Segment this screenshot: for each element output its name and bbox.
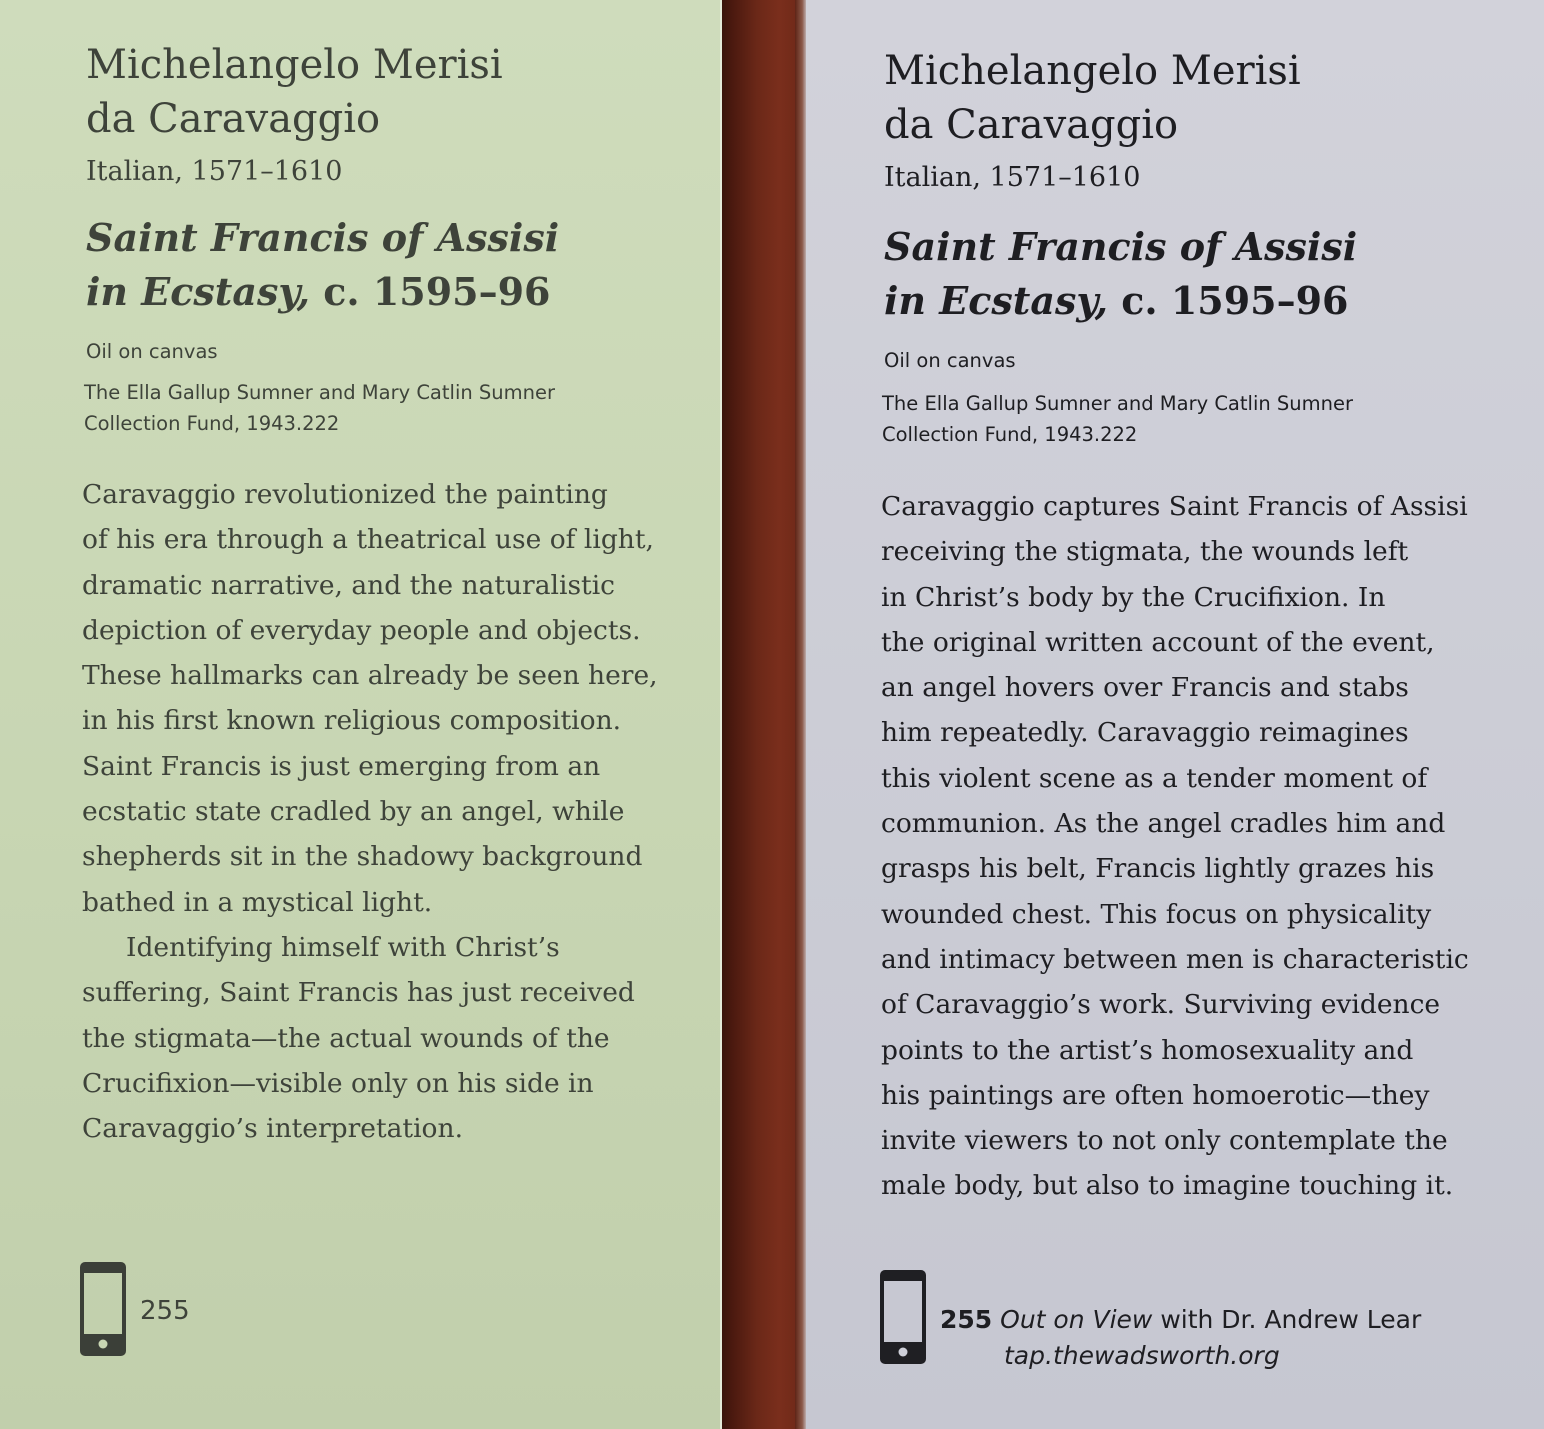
body-line: Caravaggio revolutionized the painting (82, 479, 608, 510)
label-body-paragraph (881, 484, 1469, 1209)
audio-tour-guide: with Dr. Andrew Lear (1152, 1305, 1422, 1334)
artist-name (884, 44, 1444, 152)
body-line: Caravaggio’s interpretation. (82, 1113, 463, 1145)
artist-name-line1: Michelangelo Merisi (86, 42, 503, 88)
audio-tour-info (940, 1302, 1421, 1374)
body-line: receiving the stigmata, the wounds left (881, 536, 1409, 568)
body-line: this violent scene as a tender moment of (881, 762, 1428, 794)
body-line: dramatic narrative, and the naturalistic (82, 569, 616, 601)
audio-tour-number: 255 (940, 1305, 993, 1334)
artist-nationality-dates: Italian, 1571–1610 (86, 156, 343, 187)
credit-line-2: Collection Fund, 1943.222 (882, 423, 1138, 446)
artwork-title (884, 220, 1357, 328)
audio-tour-url: tap.thewadsworth.org (1004, 1341, 1280, 1370)
body-line: wounded chest. This focus on physicality (881, 898, 1432, 930)
body-line: shepherds sit in the shadowy background (82, 841, 643, 873)
body-line: the stigmata—the actual wounds of the (82, 1022, 610, 1054)
body-line: him repeatedly. Caravaggio reimagines (881, 717, 1409, 749)
artwork-medium: Oil on canvas (86, 340, 218, 363)
body-line: Crucifixion—visible only on his side in (82, 1067, 594, 1099)
body-line: These hallmarks can already be seen here, (82, 660, 658, 692)
artist-name-line2: da Caravaggio (86, 96, 381, 142)
body-line: points to the artist’s homosexuality and (881, 1034, 1414, 1066)
credit-line-1: The Ella Gallup Sumner and Mary Catlin Sumner (882, 392, 1354, 415)
right-wall-label (806, 0, 1544, 1429)
audio-tour-title: Out on View (1000, 1305, 1153, 1334)
artist-name (86, 38, 646, 146)
body-line: Identifying himself with Christ’s (126, 931, 560, 963)
audio-tour-number: 255 (140, 1296, 190, 1326)
body-line: communion. As the angel cradles him and (881, 808, 1446, 840)
body-line: male body, but also to imagine touching it. (881, 1170, 1454, 1202)
body-line: grasps his belt, Francis lightly grazes his (881, 853, 1435, 885)
body-line: Caravaggio captures Saint Francis of Assisi (881, 491, 1468, 522)
artist-name-line1: Michelangelo Merisi (884, 48, 1301, 94)
smartphone-icon (80, 1262, 126, 1356)
smartphone-icon (880, 1270, 926, 1364)
artwork-title-line2: in Ecstasy, (86, 269, 311, 314)
artwork-date: c. 1595–96 (310, 269, 551, 314)
body-line: his paintings are often homoerotic—they (881, 1079, 1430, 1111)
body-line: invite viewers to not only contemplate the (881, 1125, 1448, 1157)
artwork-date: c. 1595–96 (1108, 278, 1349, 323)
body-line: and intimacy between men is characteristic (881, 943, 1469, 975)
credit-line-1: The Ella Gallup Sumner and Mary Catlin Sumner (84, 381, 556, 404)
artwork-title-line2: in Ecstasy, (884, 278, 1109, 323)
body-line: depiction of everyday people and objects. (82, 614, 641, 646)
credit-line (882, 388, 1353, 450)
artwork-title (86, 211, 559, 319)
body-line: the original written account of the event, (881, 626, 1435, 658)
body-line: Saint Francis is just emerging from an (82, 750, 601, 782)
artist-name-line2: da Caravaggio (884, 102, 1179, 148)
artwork-medium: Oil on canvas (884, 349, 1016, 372)
body-line: ecstatic state cradled by an angel, while (82, 796, 625, 828)
body-line: bathed in a mystical light. (82, 886, 433, 918)
left-wall-label (0, 0, 722, 1429)
label-body-paragraph-1 (82, 472, 658, 1151)
credit-line (84, 377, 555, 439)
body-line: in Christ’s body by the Crucifixion. In (881, 581, 1386, 613)
credit-line-2: Collection Fund, 1943.222 (84, 412, 340, 435)
artwork-title-line1: Saint Francis of Assisi (86, 215, 560, 260)
body-line: of his era through a theatrical use of light, (82, 524, 654, 556)
body-line: in his first known religious composition. (82, 705, 622, 737)
body-line: an angel hovers over Francis and stabs (881, 672, 1409, 704)
body-line: of Caravaggio’s work. Surviving evidence (881, 989, 1441, 1021)
body-line: suffering, Saint Francis has just received (82, 977, 635, 1009)
artist-nationality-dates: Italian, 1571–1610 (884, 162, 1141, 193)
artwork-title-line1: Saint Francis of Assisi (884, 224, 1358, 269)
